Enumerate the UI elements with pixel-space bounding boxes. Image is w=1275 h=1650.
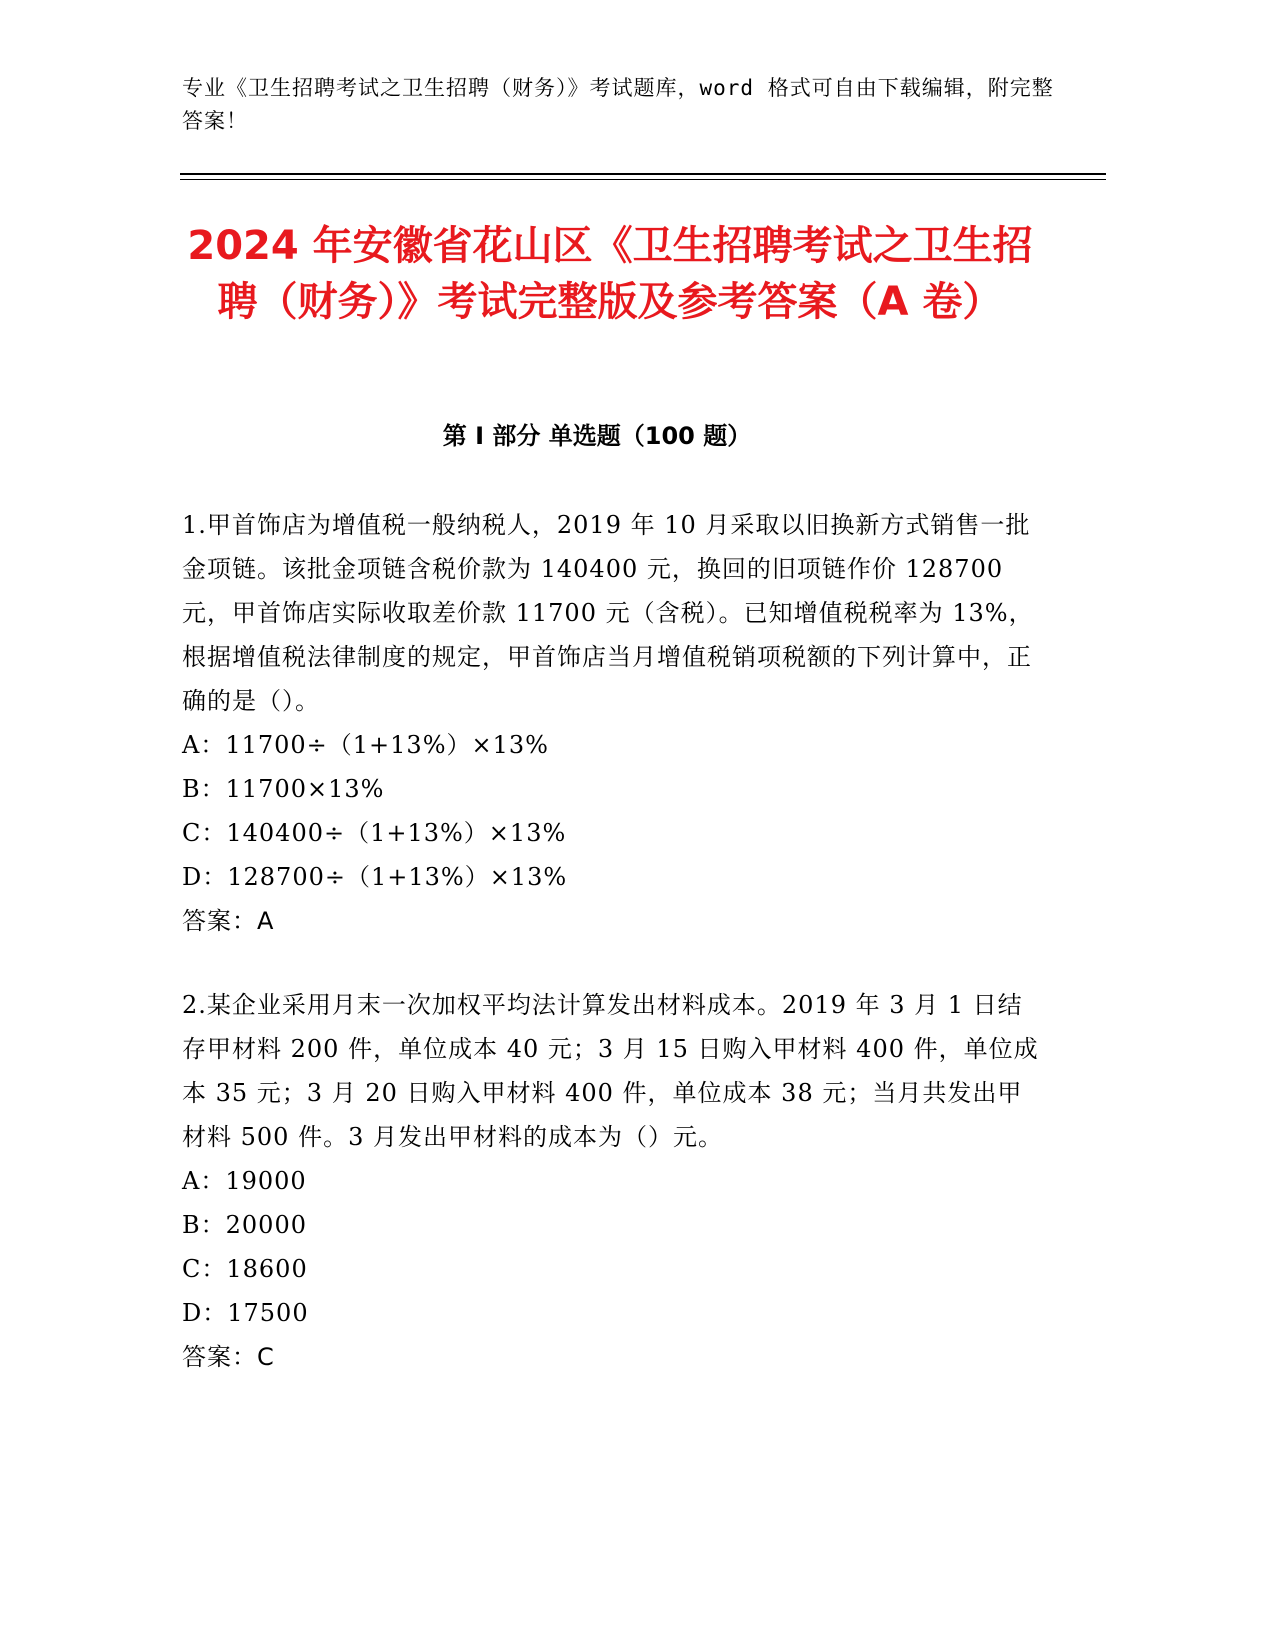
header-note: 专业《卫生招聘考试之卫生招聘（财务）》考试题库，word 格式可自由下载编辑，附完整答案！ [182, 76, 1054, 133]
answer-label: 答案：C [182, 1343, 275, 1371]
answer-label: 答案：A [182, 907, 275, 935]
header-divider [180, 173, 1106, 175]
option-d: D：17500 [182, 1299, 309, 1327]
option-c: C：140400÷（1+13%）×13% [182, 819, 567, 847]
question-1 [182, 503, 1042, 943]
option-d: D：128700÷（1+13%）×13% [182, 863, 568, 891]
question-stem: 1.甲首饰店为增值税一般纳税人，2019 年 10 月采取以旧换新方式销售一批金项链。该批金项链含税价款为 140400 元，换回的旧项链作价 128700 元，甲首饰店实际收取差价款 11700 元（含税）。已知增值税税率为 13%，根据增值税法律制度的规定，甲首饰店当月增值税销项税额的下列计算中，正确的是（）。 [182, 511, 1034, 715]
document-title: 2024 年安徽省花山区《卫生招聘考试之卫生招聘（财务）》考试完整版及参考答案（A 卷） [187, 223, 1033, 325]
question-stem: 2.某企业采用月末一次加权平均法计算发出材料成本。2019 年 3 月 1 日结存甲材料 200 件，单位成本 40 元；3 月 15 日购入甲材料 400 件，单位成本 35 元；3 月 20 日购入甲材料 400 件，单位成本 38 元；当月共发出甲材料 500 件。3 月发出甲材料的成本为（）元。 [182, 991, 1039, 1151]
option-b: B：11700×13% [182, 775, 385, 803]
option-a: A：11700÷（1+13%）×13% [182, 731, 549, 759]
option-b: B：20000 [182, 1211, 307, 1239]
section-heading: 第 I 部分 单选题（100 题） [442, 422, 752, 450]
question-2 [182, 983, 1042, 1379]
option-c: C：18600 [182, 1255, 308, 1283]
option-a: A：19000 [182, 1167, 307, 1195]
header-divider-thin [180, 179, 1106, 180]
